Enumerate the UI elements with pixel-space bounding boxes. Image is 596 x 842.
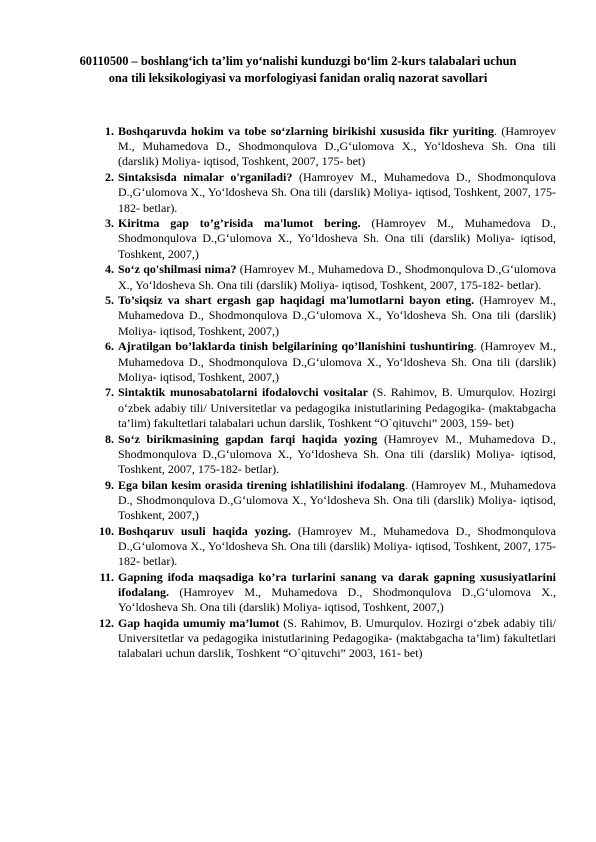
question-text: Boshqaruvda hokim va tobe so‘zlarning birikishi xususida fikr yuriting bbox=[118, 124, 494, 138]
question-text: So‘z birikmasining gapdan farqi haqida yozing bbox=[118, 431, 378, 446]
question-reference: (Hamroyev M., Muhamedova D., Shodmonqulova D.,G‘ulomova X., Yo‘ldosheva Sh. Ona tili (darslik) Moliya- iqtisod, Toshkent, 2007, 175-182- betlar). bbox=[118, 523, 556, 569]
question-body bbox=[118, 293, 556, 339]
question-body bbox=[118, 432, 556, 478]
question-text: So‘z qo'shilmasi nima? bbox=[118, 262, 237, 277]
question-item bbox=[78, 124, 556, 170]
question-item bbox=[78, 339, 556, 385]
question-body bbox=[118, 385, 556, 431]
question-list bbox=[78, 124, 556, 662]
question-reference: . (Hamroyev M., Muhamedova D., Shodmonqulova D.,G‘ulomova X., Yo‘ldosheva Sh. Ona tili (darslik) Moliya- iqtisod, Toshkent, 2007,) bbox=[118, 477, 556, 523]
question-body bbox=[118, 570, 556, 616]
question-reference: (Hamroyev M., Muhamedova D., Shodmonqulova D.,G‘ulomova X., Yo‘ldosheva Sh. Ona tili (darslik) Moliya- iqtisod, Toshkent, 2007,) bbox=[118, 585, 556, 615]
question-number: 9. bbox=[105, 477, 114, 492]
question-text: To’siqsiz va shart ergash gap haqidagi ma'lumotlarni bayon eting. bbox=[118, 293, 475, 308]
question-item bbox=[78, 616, 556, 662]
question-item bbox=[78, 293, 556, 339]
question-text: Sintaksisda nimalar o'rganiladi? bbox=[118, 170, 293, 185]
question-text: Gap haqida umumiy ma’lumot bbox=[118, 616, 280, 630]
question-text: Sintaktik munosabatolarni ifodalovchi vositalar bbox=[118, 385, 368, 400]
question-item bbox=[78, 170, 556, 216]
question-reference: (Hamroyev M., Muhamedova D., Shodmonqulova D.,G‘ulomova X., Yo‘ldosheva Sh. Ona tili (darslik) Moliya- iqtisod, Toshkent, 2007, 175-182- betlar). bbox=[118, 431, 556, 476]
question-text: Kiritma gap to’g’risida ma'lumot bering. bbox=[118, 216, 361, 231]
question-body bbox=[118, 170, 556, 216]
question-text: Gapning ifoda maqsadiga ko’ra turlarini sanang va darak gapning xususiyatlarini ifodalang. bbox=[118, 569, 556, 600]
question-item bbox=[78, 216, 556, 262]
question-number: 6. bbox=[105, 339, 114, 354]
question-body bbox=[118, 262, 556, 292]
question-reference: (Hamroyev M., Muhamedova D., Shodmonqulova D.,G‘ulomova X., Yo‘ldosheva Sh. Ona tili (darslik) Moliya- iqtisod, Toshkent, 2007, 175-182- betlar). bbox=[118, 170, 556, 215]
document-title: 60110500 – boshlang‘ich ta’lim yo‘nalishi kunduzgi bo‘lim 2-kurs talabalari uchun ona tili leksikologiyasi va morfologiyasi fanidan oraliq nazorat savollari bbox=[79, 54, 517, 85]
question-item bbox=[78, 432, 556, 478]
question-number: 3. bbox=[105, 216, 114, 231]
question-body bbox=[118, 216, 556, 262]
question-number: 1. bbox=[105, 124, 114, 138]
question-text: Boshqaruv usuli haqida yozing. bbox=[118, 523, 292, 538]
question-number: 7. bbox=[105, 385, 114, 400]
question-item bbox=[78, 385, 556, 431]
question-reference: (S. Rahimov, B. Umurqulov. Hozirgi o‘zbek adabiy tili/ Universitetlar va pedagogika inistutlarining Pedagogika- (maktabgacha ta’lim) fakultetlari talabalari uchun darslik, Toshkent “O`qituvchi” 2003, 161- bet) bbox=[118, 616, 557, 661]
question-reference: . (Hamroyev M., Muhamedova D., Shodmonqulova D.,G‘ulomova X., Yo‘ldosheva Sh. Ona tili (darslik) Moliya- iqtisod, Toshkent, 2007,) bbox=[118, 339, 556, 384]
question-text: Ega bilan kesim orasida tirening ishlatilishini ifodalang bbox=[118, 477, 405, 492]
question-number: 5. bbox=[105, 293, 114, 308]
question-item bbox=[78, 570, 556, 616]
question-body bbox=[118, 124, 556, 170]
question-body bbox=[118, 524, 556, 570]
question-number: 4. bbox=[105, 262, 114, 277]
question-text: Ajratilgan bo’laklarda tinish belgilarining qo’llanishini tushuntiring bbox=[118, 339, 474, 354]
question-number: 11. bbox=[99, 569, 114, 584]
question-reference: (Hamroyev M., Muhamedova D., Shodmonqulova D.,G‘ulomova X., Yo‘ldosheva Sh. Ona tili (darslik) Moliya- iqtisod, Toshkent, 2007,) bbox=[118, 216, 557, 261]
question-item bbox=[78, 478, 556, 524]
question-reference: (Hamroyev M., Muhamedova D., Shodmonqulova D.,G‘ulomova X., Yo‘ldosheva Sh. Ona tili (darslik) Moliya- iqtisod, Toshkent, 2007,) bbox=[118, 293, 556, 338]
question-number: 12. bbox=[99, 616, 114, 630]
question-item bbox=[78, 524, 556, 570]
question-number: 2. bbox=[105, 170, 114, 185]
question-item bbox=[78, 262, 556, 292]
question-number: 10. bbox=[99, 523, 114, 538]
question-body bbox=[118, 478, 556, 524]
question-reference: (Hamroyev M., Muhamedova D., Shodmonqulova D.,G‘ulomova X., Yo‘ldosheva Sh. Ona tili (darslik) Moliya- iqtisod, Toshkent, 2007, 175-182- betlar). bbox=[118, 262, 556, 292]
question-body bbox=[118, 339, 556, 385]
question-reference: (S. Rahimov, B. Umurqulov. Hozirgi o‘zbek adabiy tili/ Universitetlar va pedagogika inistutlarining Pedagogika- (maktabgacha ta’lim) fakultetlari talabalari uchun darslik, Toshkent “O`qituvchi” 2003, 159- bet) bbox=[118, 385, 556, 430]
question-number: 8. bbox=[105, 431, 114, 446]
question-reference: . (Hamroyev M., Muhamedova D., Shodmonqulova D.,G‘ulomova X., Yo‘ldosheva Sh. Ona tili (darslik) Moliya- iqtisod, Toshkent, 2007, 175- bet) bbox=[118, 124, 556, 169]
question-body bbox=[118, 616, 556, 662]
